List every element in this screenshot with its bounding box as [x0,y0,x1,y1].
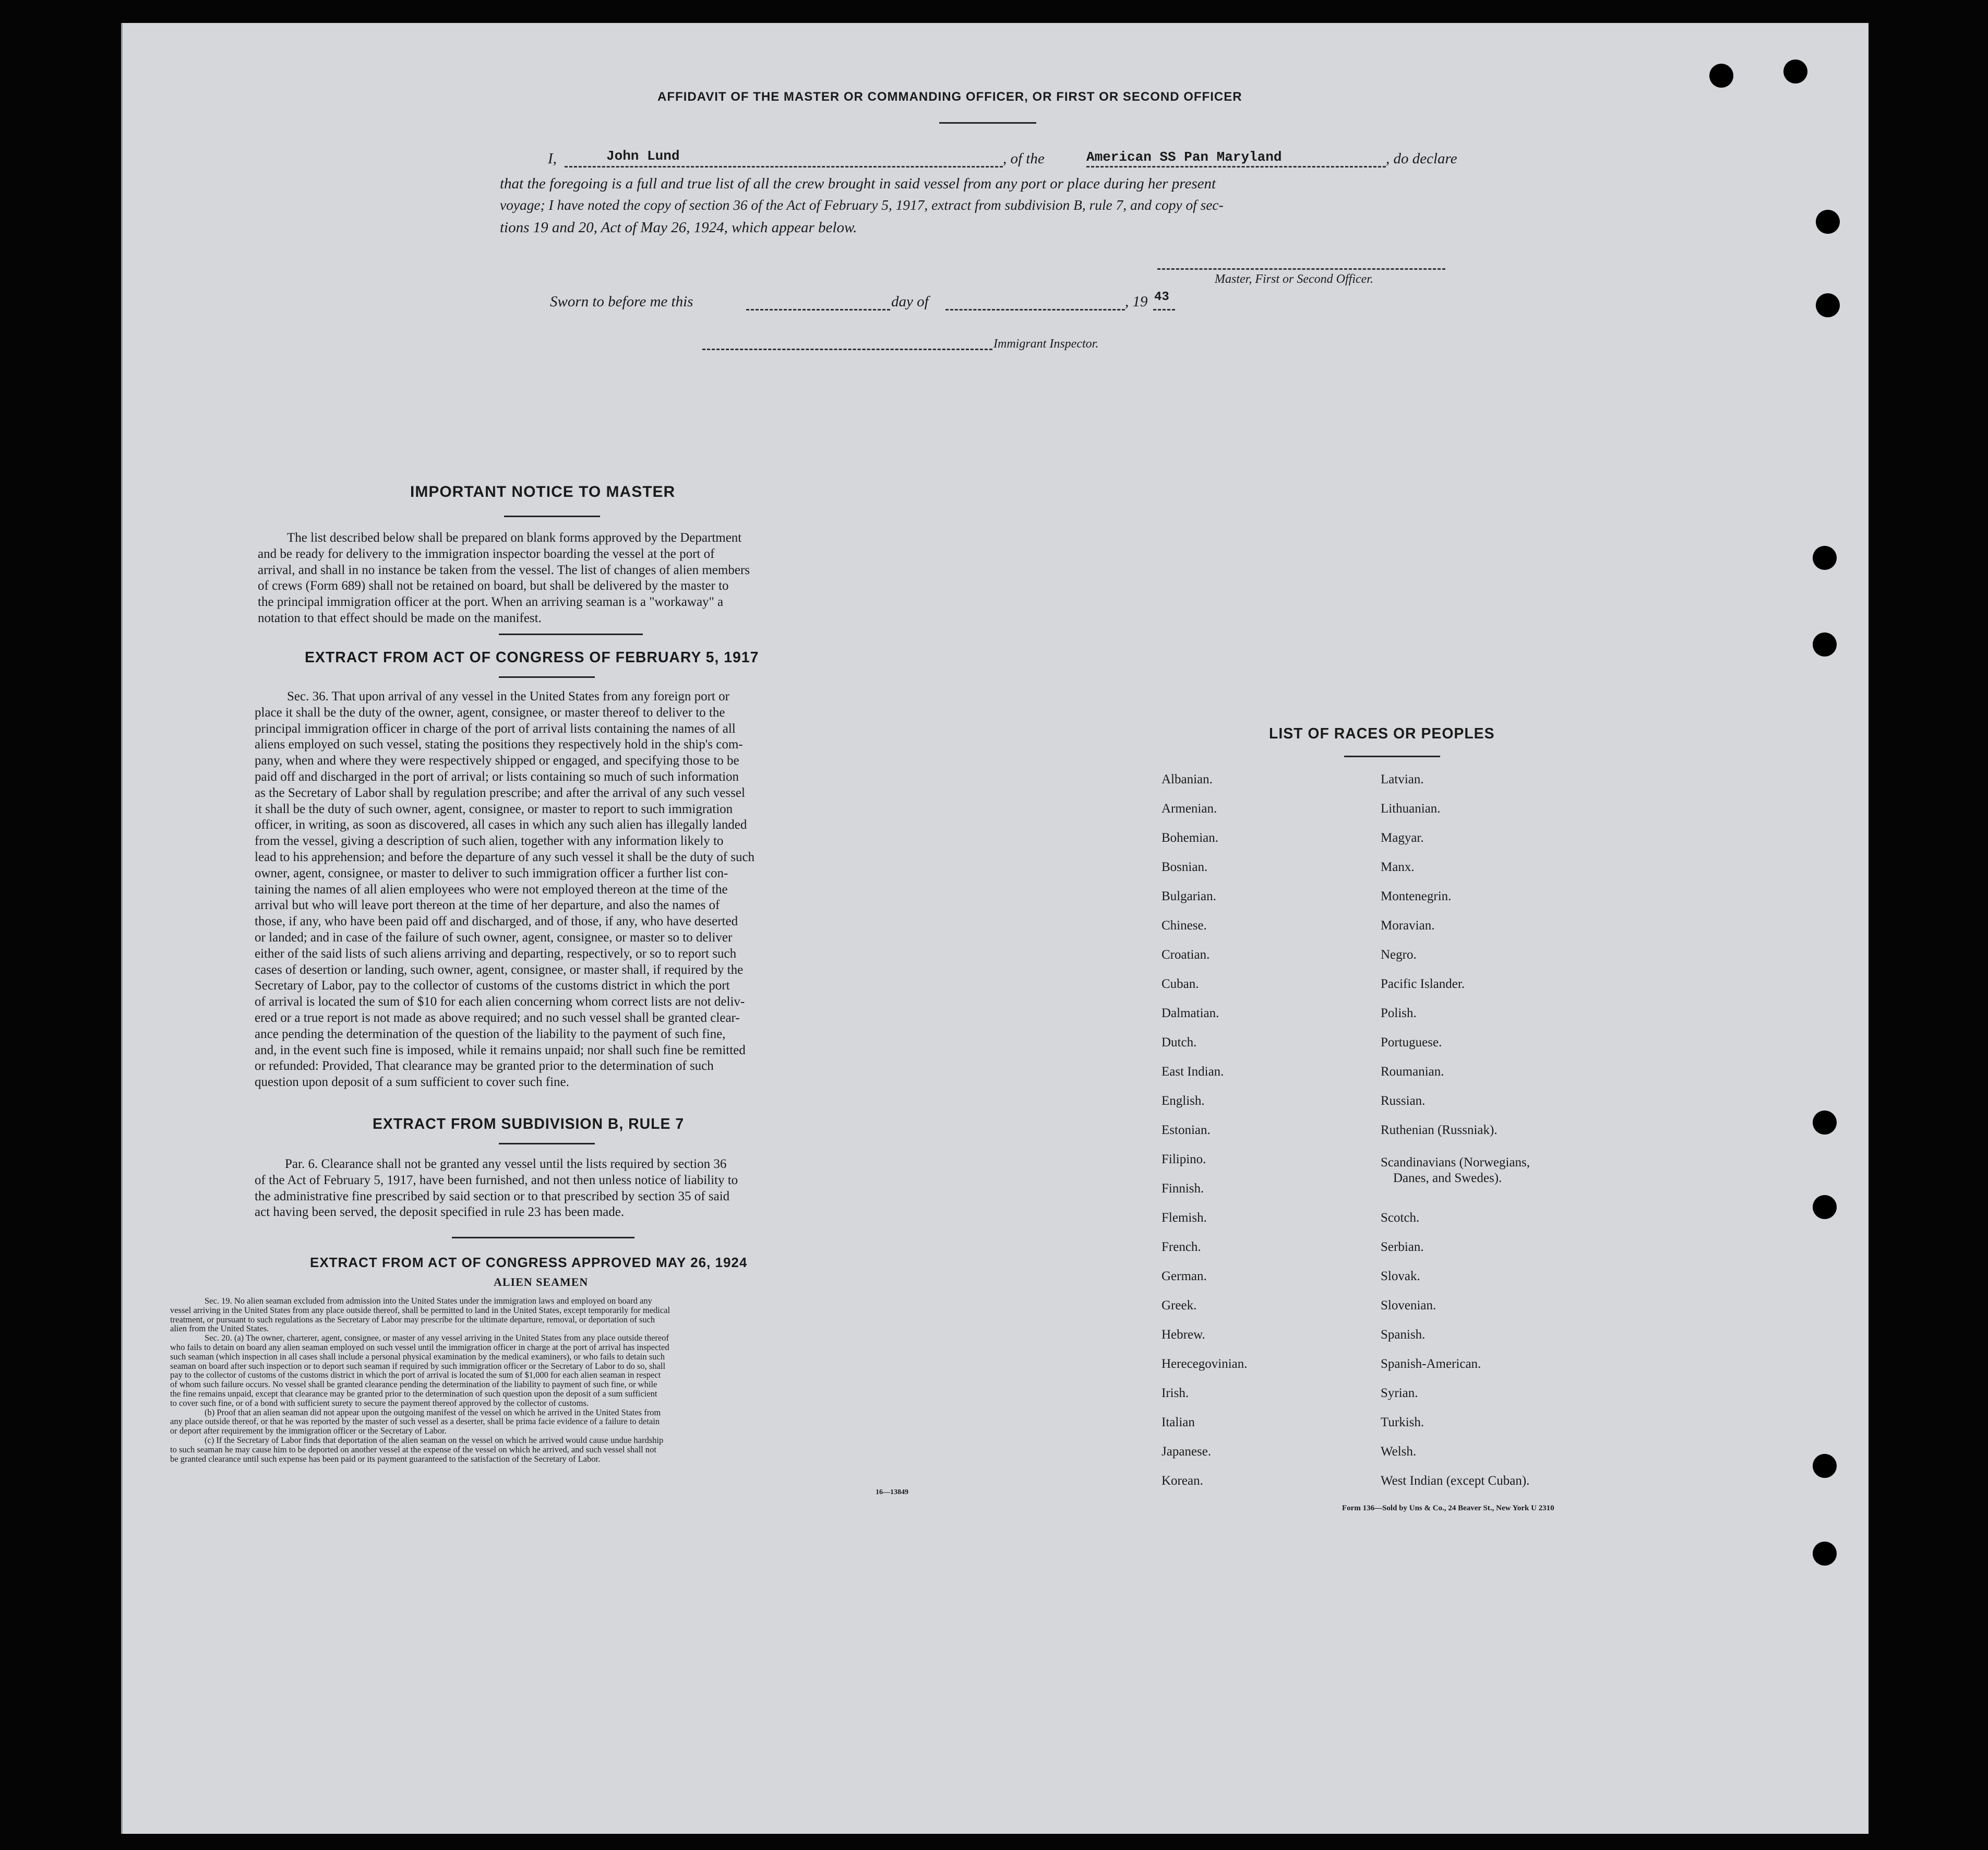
binder-hole [1813,1111,1837,1135]
master-name-typed: John Lund [606,148,680,164]
race-item: Russian. [1381,1094,1426,1108]
race-item: West Indian (except Cuban). [1381,1474,1530,1488]
race-item: Turkish. [1381,1415,1424,1429]
notice-paragraph: The list described below shall be prepared on blank forms approved by the Department and be ready for delivery to the immigration inspector boarding the vessel at the port of arrival, and shall in no instance be taken from the vessel. The list of changes of alien members of crews (Form 689) shall not be retained on board, but shall be delivered by the master to the principal immigration officer at the port. When an arriving seaman is a "workaway" a notation to that effect should be made on the manifest. [258,531,750,625]
race-item: Greek. [1161,1298,1197,1312]
races-underline [1344,756,1440,757]
affidavit-line-2: that the foregoing is a full and true list of all the crew brought in said vessel from any port or place during her present [500,175,1216,192]
rule-7-underline [499,1143,595,1144]
race-item: Syrian. [1381,1386,1418,1400]
race-item: Latvian. [1381,772,1424,786]
race-item: Albanian. [1161,772,1213,786]
race-item: English. [1161,1094,1205,1108]
print-code: 16—13849 [876,1488,908,1496]
race-item: Portuguese. [1381,1035,1442,1049]
form-note: Form 136—Sold by Uns & Co., 24 Beaver St., New York U 2310 [1342,1504,1554,1512]
binder-hole [1783,59,1807,83]
binder-hole [1813,1454,1837,1478]
race-item: Scotch. [1381,1211,1420,1225]
race-item: Italian [1161,1415,1195,1429]
act-1924-paragraph: Sec. 19. No alien seaman excluded from admission into the United States under the immigration laws and employed on board any vessel arriving in the United States from any place outside thereof, shall be permitted to land in the United States, except temporarily for medical treatment, or pursuant to such regulations as the Secretary of Labor may prescribe for the ultimate departure, removal, or deportation of such alien from the United States. Sec. 20. (a) The owner, charterer, agent, consignee, or master of any vessel arriving in the United States from any place outside thereof who fails to detain on board any alien seaman employed on such vessel until the immigration officer in charge at the port of arrival has inspected such seaman (which inspection in all cases shall include a personal physical examination by the medical examiners), or who fails to detain such seaman on board after such inspection or to deport such seaman if required by such immigration officer or the Secretary of Labor to do so, shall pay to the collector of customs of the customs district in which the port of arrival is located the sum of $1,000 for each alien seaman in respect of whom such failure occurs. No vessel shall be granted clearance pending the determination of the liability to payment of such fine, or while the fine remains unpaid, except that clearance may be granted prior to the determination of such question upon the deposit of a sum sufficient to cover such fine, or of a bond with sufficient surety to secure the payment thereof approved by the collector of customs. (b) Proof that an alien seaman did not appear upon the outgoing manifest of the vessel on which he arrived in the United States from any place outside thereof, or that he was reported by the master of such vessel as a deserter, shall be prima facie evidence of a failure to detain or deport after requirement by the immigration officer or the Secretary of Labor. (c) If the Secretary of Labor finds that deportation of the alien seaman on the vessel on which he arrived would cause undue hardship to such seaman he may cause him to be deported on another vessel at the expense of the vessel on which he arrived, and such vessel shall not be granted clearance until such expense has been paid or its payment guaranteed to the satisfaction of the Secretary of Labor. [170,1296,670,1464]
rule-7-paragraph: Par. 6. Clearance shall not be granted any vessel until the lists required by section 36 of the Act of February 5, 1917, have been furnished, and not then unless notice of liability to the administrative fine prescribed by said section or to that prescribed by section 35 of said act having been served, the deposit specified in rule 23 has been made. [255,1157,738,1220]
race-item: Negro. [1381,948,1417,962]
race-item: Montenegrin. [1381,889,1452,903]
race-item: Herecegovinian. [1161,1357,1248,1371]
race-item: Filipino. [1161,1152,1206,1166]
race-item: Armenian. [1161,802,1217,816]
race-item: Moravian. [1381,918,1435,933]
race-item: Manx. [1381,860,1415,874]
sworn-day-line [746,309,890,311]
race-item: Dutch. [1161,1035,1197,1049]
race-item: Bulgarian. [1161,889,1216,903]
race-item: Pacific Islander. [1381,977,1465,991]
race-item: Danes, and Swedes). [1393,1171,1502,1185]
race-item: Spanish-American. [1381,1357,1481,1371]
binder-hole [1709,64,1733,88]
race-item: Polish. [1381,1006,1417,1020]
race-item: Scandinavians (Norwegians, [1381,1155,1530,1169]
day-of-text: day of [891,293,929,310]
binder-hole [1813,1542,1837,1566]
year-prefix: , 19 [1125,293,1148,310]
race-item: Irish. [1161,1386,1189,1400]
inspector-label: Immigrant Inspector. [993,337,1099,351]
vessel-field-line [1086,166,1386,168]
title-underline [939,122,1036,124]
act-1924-subtitle: ALIEN SEAMEN [494,1275,589,1288]
inspector-line [702,349,992,350]
sworn-text: Sworn to before me this [550,293,693,310]
notice-underline [504,516,600,517]
sworn-month-line [945,309,1125,311]
race-item: Finnish. [1161,1181,1204,1196]
race-item: Spanish. [1381,1328,1426,1342]
affidavit-line-3: voyage; I have noted the copy of section 36 of the Act of February 5, 1917, extract from subdivision B, rule 7, and copy of sec- [500,197,1224,213]
binder-hole [1816,210,1840,234]
act-1924-title: EXTRACT FROM ACT OF CONGRESS APPROVED MAY 26, 1924 [310,1255,748,1270]
race-item: Slovenian. [1381,1298,1436,1312]
binder-hole [1813,632,1837,657]
act-1917-underline [499,676,595,678]
rule-7-title: EXTRACT FROM SUBDIVISION B, RULE 7 [373,1116,685,1132]
race-item: Magyar. [1381,831,1424,845]
race-item: Lithuanian. [1381,802,1441,816]
section-divider [452,1237,634,1238]
race-item: Dalmatian. [1161,1006,1219,1020]
race-item: Slovak. [1381,1269,1420,1283]
notice-title: IMPORTANT NOTICE TO MASTER [410,483,676,500]
race-item: Roumanian. [1381,1065,1444,1079]
race-item: Japanese. [1161,1445,1212,1459]
race-item: Flemish. [1161,1211,1207,1225]
race-item: Estonian. [1161,1123,1211,1137]
race-item: Korean. [1161,1474,1203,1488]
races-title: LIST OF RACES OR PEOPLES [1269,725,1495,742]
signature-label: Master, First or Second Officer. [1215,272,1373,286]
year-typed: 43 [1154,290,1169,304]
race-item: Ruthenian (Russniak). [1381,1123,1498,1137]
act-1917-title: EXTRACT FROM ACT OF CONGRESS OF FEBRUARY 5, 1917 [305,649,759,666]
race-item: Cuban. [1161,977,1199,991]
signature-line [1157,268,1445,270]
affidavit-title: AFFIDAVIT OF THE MASTER OR COMMANDING OFFICER, OR FIRST OR SECOND OFFICER [657,90,1242,104]
section-divider [499,634,643,635]
do-declare-text: , do declare [1386,150,1457,167]
race-item: Welsh. [1381,1445,1417,1459]
binder-hole [1813,546,1837,570]
affidavit-line-4: tions 19 and 20, Act of May 26, 1924, which appear below. [500,219,857,236]
race-item: Croatian. [1161,948,1210,962]
of-the-text: , of the [1003,150,1045,167]
name-field-line [565,166,1003,168]
race-item: Bosnian. [1161,860,1208,874]
race-item: Serbian. [1381,1240,1424,1254]
year-line [1153,309,1175,311]
race-item: German. [1161,1269,1207,1283]
act-1917-paragraph: Sec. 36. That upon arrival of any vessel in the United States from any foreign port or place it shall be the duty of the owner, agent, consignee, or master thereof to deliver to the principal immigration officer in charge of the port of arrival lists containing the names of all aliens employed on such vessel, stating the positions they respectively hold in the ship's com- pany, when and where they were respectively shipped or engaged, and specifying those to be paid off and discharged in the port of arrival; or lists containing so much of such information as the Secretary of Labor shall by regulation prescribe; and after the arrival of any such vessel it shall be the duty of such owner, agent, consignee, or master to report to such immigration officer, in writing, as soon as discovered, all cases in which any such alien has illegally landed from the vessel, giving a description of such alien, together with any information likely to lead to his apprehension; and before the departure of any such vessel it shall be the duty of such owner, agent, consignee, or master to deliver to such immigration officer a further list con- taining the names of all alien employees who were not employed thereon at the time of the arrival but who will leave port thereon at the time of her departure, and also the names of those, if any, who have been paid off and discharged, and of those, if any, who have deserted or landed; and in case of the failure of such owner, agent, consignee, or master so to deliver either of the said lists of such aliens arriving and departing, respectively, or so to report such cases of desertion or landing, such owner, agent, consignee, or master shall, if required by the Secretary of Labor, pay to the collector of customs of the customs district in which the port of arrival is located the sum of $10 for each alien concerning whom correct lists are not deliv- ered or a true report is not made as above required; and no such vessel shall be granted clear- ance pending the determination of the question of the liability to the payment of such fine, and, in the event such fine is imposed, while it remains unpaid; nor shall such fine be remitted or refunded: Provided, That clearance may be granted prior to the determination of such question upon deposit of a sum sufficient to cover such fine. [255,689,755,1090]
affidavit-line-1: I, [548,150,557,167]
binder-hole [1816,293,1840,317]
race-item: Chinese. [1161,918,1207,933]
binder-hole [1813,1195,1837,1219]
race-item: Hebrew. [1161,1328,1205,1342]
race-item: Bohemian. [1161,831,1219,845]
race-item: French. [1161,1240,1201,1254]
race-item: East Indian. [1161,1065,1224,1079]
vessel-name-typed: American SS Pan Maryland [1086,149,1282,165]
